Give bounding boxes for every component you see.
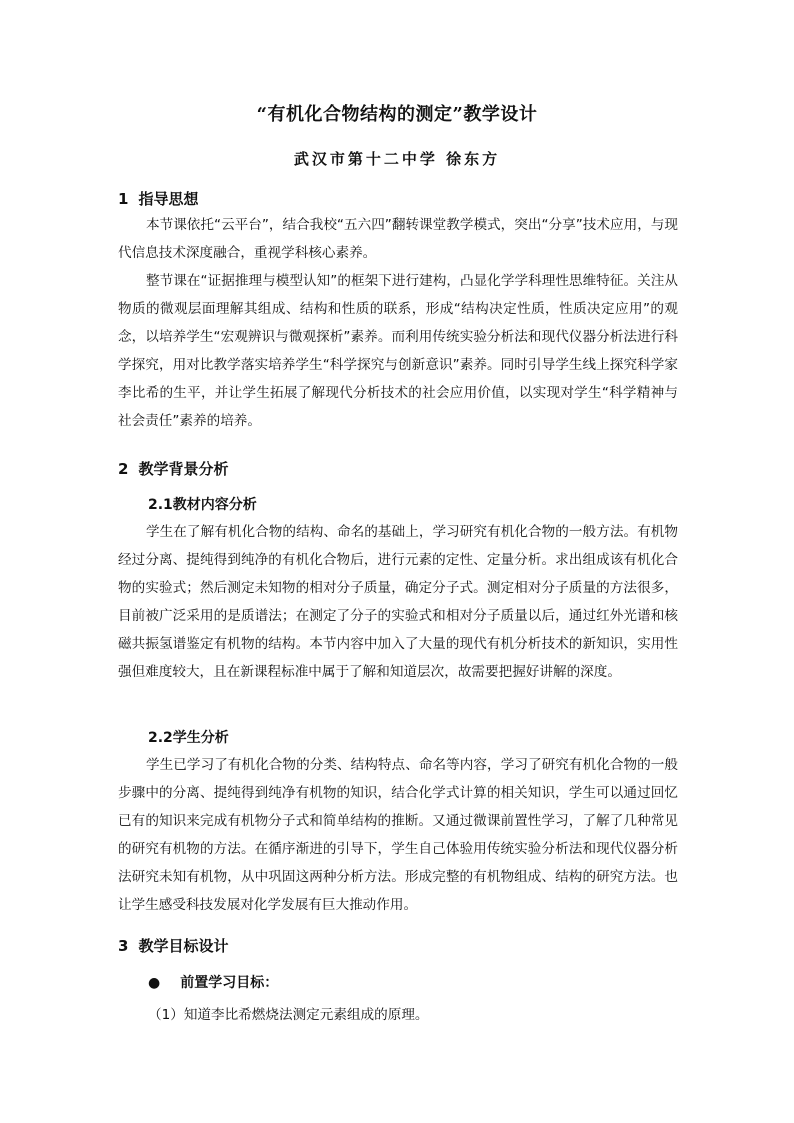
section-title: 教学目标设计 <box>138 937 229 955</box>
section-number: 3 <box>118 937 129 955</box>
document-title: “有机化合物结构的测定”教学设计 <box>256 104 538 125</box>
section-heading-3 <box>118 935 228 956</box>
subsection-heading-2-1: 2.1教材内容分析 <box>148 497 257 513</box>
bullet-pre-learning-goals <box>148 972 278 992</box>
paragraph-guiding-1: 本节课依托“云平台”，结合我校“五六四”翻转课堂教学模式，突出“分享”技术应用，与现代信息技术深度融合，重视学科核心素养。 <box>118 217 678 261</box>
section-number: 2 <box>118 460 129 478</box>
section-number: 1 <box>118 190 129 208</box>
paragraph-student-analysis: 学生已学习了有机化合物的分类、结构特点、命名等内容，学习了研究有机化合物的一般步骤中的分离、提纯得到纯净有机物的知识，结合化学式计算的相关知识，学生可以通过回忆已有的知识来完成有机物分子式和简单结构的推断。又通过微课前置性学习，了解了几种常见的研究有机物的方法。在循序渐进的引导下，学生自己体验用传统实验分析法和现代仪器分析法研究未知有机物，从中巩固这两种分析方法。形成完整的有机物组成、结构的研究方法。也让学生感受科技发展对化学发展有巨大推动作用。 <box>118 757 678 913</box>
author-line: 武汉市第十二中学 徐东方 <box>293 150 501 168</box>
bullet-icon: ● <box>148 975 161 991</box>
section-heading-2 <box>118 458 228 479</box>
paragraph-textbook-analysis: 学生在了解有机化合物的结构、命名的基础上，学习研究有机化合物的一般方法。有机物经过分离、提纯得到纯净的有机化合物后，进行元素的定性、定量分析。求出组成该有机化合物的实验式；然后测定未知物的相对分子质量，确定分子式。测定相对分子质量的方法很多，目前被广泛采用的是质谱法；在测定了分子的实验式和相对分子质量以后，通过红外光谱和核磁共振氢谱鉴定有机物的结构。本节内容中加入了大量的现代有机分析技术的新知识，实用性强但难度较大，且在新课程标准中属于了解和知道层次，故需要把握好讲解的深度。 <box>118 524 678 680</box>
section-title: 指导思想 <box>138 190 199 208</box>
subsection-heading-2-2: 2.2学生分析 <box>148 730 229 746</box>
goal-item-1: （1）知道李比希燃烧法测定元素组成的原理。 <box>148 1007 429 1023</box>
bullet-label: 前置学习目标： <box>180 975 279 991</box>
paragraph-guiding-2: 整节课在“证据推理与模型认知”的框架下进行建构，凸显化学学科理性思维特征。关注从物质的微观层面理解其组成、结构和性质的联系，形成“结构决定性质，性质决定应用”的观念，以培养学生“宏观辨识与微观探析”素养。而利用传统实验分析法和现代仪器分析法进行科学探究，用对比教学落实培养学生“科学探究与创新意识”素养。同时引导学生线上探究科学家李比希的生平，并让学生拓展了解现代分析技术的社会应用价值，以实现对学生“科学精神与社会责任”素养的培养。 <box>118 273 678 429</box>
section-heading-1 <box>118 188 198 209</box>
section-title: 教学背景分析 <box>138 460 229 478</box>
